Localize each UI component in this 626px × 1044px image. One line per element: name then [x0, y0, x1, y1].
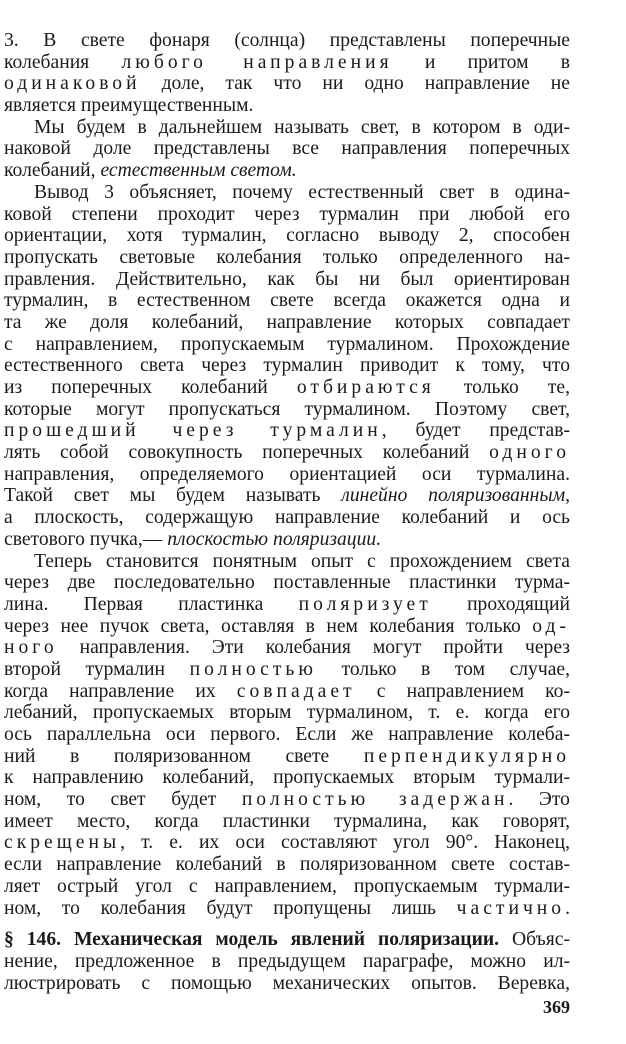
text-line [4, 138, 570, 160]
text-segment: та же доля колебаний, направление которых совпадает [4, 311, 570, 333]
text-segment: светового пучка,— [4, 528, 168, 550]
text-segment: совпадает [236, 680, 356, 702]
text-line [4, 73, 570, 95]
text-segment: Объяс- [499, 929, 570, 951]
text-segment: если направление колебаний в поляризованном свете состав- [4, 854, 570, 876]
text-line [4, 95, 570, 117]
text-segment: ось параллельна оси первого. Если же направление колеба- [4, 724, 570, 745]
text-segment: имеет место, когда пластинки турмалина, как говорят, [4, 810, 570, 832]
text-segment: лина. Первая пластинка [4, 593, 299, 615]
section-line [4, 929, 570, 951]
text-segment: Вывод 3 объясняет, почему естественный свет в одина- [34, 181, 570, 203]
text-line [4, 464, 570, 486]
text-line [4, 746, 570, 768]
text-segment: ном, то свет будет [4, 789, 242, 811]
text-line [4, 702, 570, 724]
body-text [4, 30, 570, 994]
text-line [4, 182, 570, 204]
text-line [4, 616, 570, 638]
text-line [4, 529, 570, 551]
text-line [4, 225, 570, 247]
text-segment: § 146. Механическая модель явлений поляризации. [4, 929, 500, 951]
text-segment: скрещены [4, 832, 121, 854]
text-segment: проходящий [431, 593, 570, 615]
section-line [4, 973, 570, 995]
text-segment: ляет острый угол с направлением, пропускаемым турмали- [4, 875, 570, 897]
text-segment: когда направление их [4, 680, 237, 702]
page-number: 369 [543, 997, 570, 1017]
text-line [4, 551, 570, 573]
text-segment: через нее пучок света, оставляя в нем колебания только [4, 615, 533, 637]
text-segment: направления, определяемого ориентацией оси турмалина. [4, 463, 570, 485]
text-segment: с направлением, пропускаемым турмалином. Прохождение [4, 333, 570, 355]
text-segment: ковой степени проходит через турмалин при любой его [4, 203, 570, 225]
text-segment: и притом в [392, 51, 570, 73]
text-segment: естественного света через турмалин приводит к тому, что [4, 355, 570, 377]
text-segment: . [565, 897, 570, 919]
text-line [4, 269, 570, 291]
text-segment: а плоскость, содержащую направление колебаний и ось [4, 507, 570, 529]
text-segment: , будет представ- [381, 420, 570, 442]
text-segment: второй турмалин [4, 658, 190, 680]
text-segment: ном, то колебания будут пропущены лишь [4, 897, 457, 919]
text-segment: из поперечных колебаний [4, 377, 297, 398]
text-segment: к направлению колебаний, пропускаемых вторым турмали- [4, 767, 570, 789]
text-line [4, 247, 570, 269]
text-line [4, 811, 570, 833]
text-segment: лять собой совокупность поперечных колебаний [4, 442, 490, 464]
text-line [4, 420, 570, 442]
text-segment: через две последовательно поставленные пластинки турма- [4, 572, 570, 594]
section-line [4, 951, 570, 973]
text-segment: отбираются [296, 377, 435, 398]
text-segment: од- [532, 615, 570, 637]
text-segment: Теперь становится понятным опыт с прохождением света [34, 550, 570, 572]
text-line [4, 290, 570, 312]
text-segment: естественным светом. [100, 160, 297, 182]
text-segment: доле, так что ни одно направление не [140, 73, 570, 95]
text-line [4, 832, 570, 854]
text-segment: Такой свет мы будем называть [4, 485, 342, 507]
text-segment: Мы будем в дальнейшем называть свет, в котором в оди- [34, 116, 570, 138]
text-segment: частично [456, 897, 566, 919]
text-segment: любого направления [121, 51, 393, 73]
text-segment: линейно поляризованным [341, 485, 566, 507]
text-line [4, 789, 570, 811]
text-line [4, 485, 570, 507]
text-segment: . Это [508, 789, 570, 811]
text-segment: одного [489, 442, 570, 464]
text-segment: пропускать световые колебания только определенного на- [4, 246, 570, 268]
text-line [4, 876, 570, 898]
text-line [4, 637, 570, 659]
text-segment: которые могут пропускаться турмалином. Поэтому свет, [4, 398, 570, 420]
text-segment: наковой доле представлены все направления поперечных [4, 138, 570, 160]
text-line [4, 659, 570, 681]
text-segment: правления. Действительно, как бы ни был ориентирован [4, 268, 570, 290]
text-segment: ориентации, хотя турмалин, согласно выводу 2, способен [4, 225, 570, 247]
text-line [4, 377, 570, 399]
text-segment: одинаковой [4, 73, 141, 95]
text-line [4, 681, 570, 703]
section-gap [4, 919, 570, 929]
text-segment: с направлением ко- [355, 680, 570, 702]
text-line [4, 312, 570, 334]
text-segment: является преимущественным. [4, 95, 254, 117]
text-segment: нение, предложенное в предыдущем параграфе, можно ил- [4, 950, 570, 972]
text-segment: перпендикулярно [363, 745, 570, 767]
text-segment: плоскостью поляризации. [167, 528, 382, 550]
text-line [4, 507, 570, 529]
text-line [4, 355, 570, 377]
text-line [4, 724, 570, 746]
text-segment: полностью задержан [241, 789, 509, 811]
text-segment: , т. е. их оси составляют угол 90°. Наконец, [120, 832, 570, 854]
text-segment: турмалин, в естественном свете всегда окажется одна и [4, 290, 570, 312]
text-segment: колебания [4, 51, 122, 73]
text-segment: поляризует [298, 593, 432, 615]
text-segment: только в том случае, [317, 658, 570, 680]
text-segment: ного [4, 637, 58, 659]
text-segment: 3. В свете фонаря (солнца) представлены поперечные [4, 30, 570, 51]
text-segment: направления. Эти колебания могут пройти через [57, 637, 570, 659]
text-segment: , [565, 485, 570, 507]
text-segment: только те, [434, 377, 570, 398]
text-line [4, 399, 570, 421]
text-segment: лебаний, пропускаемых вторым турмалином, т. е. когда его [4, 702, 570, 724]
text-line [4, 442, 570, 464]
text-segment: люстрировать с помощью механических опытов. Веревка, [4, 972, 570, 994]
text-line [4, 204, 570, 226]
text-segment: прошедший через турмалин [4, 420, 382, 442]
text-line [4, 898, 570, 920]
text-segment: полностью [189, 658, 317, 680]
text-line [4, 30, 570, 52]
text-segment: ний в поляризованном свете [4, 745, 364, 767]
text-line [4, 594, 570, 616]
text-line [4, 572, 570, 594]
text-line [4, 767, 570, 789]
text-line [4, 160, 570, 182]
text-line [4, 854, 570, 876]
text-line [4, 117, 570, 139]
text-line [4, 334, 570, 356]
text-segment: колебаний, [4, 160, 101, 182]
text-line [4, 52, 570, 74]
